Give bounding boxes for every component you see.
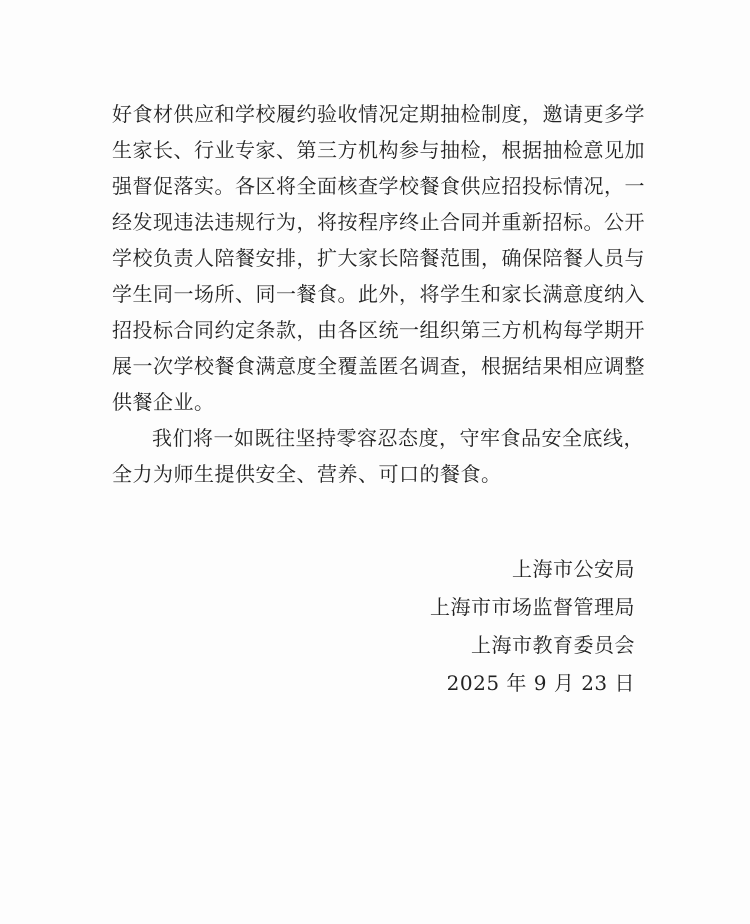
text-line: 供餐企业。	[112, 390, 215, 414]
text-line: 生家长、行业专家、第三方机构参与抽检，根据抽检意见加	[112, 138, 645, 162]
text-line: 学生同一场所、同一餐食。此外，将学生和家长满意度纳入	[112, 282, 645, 306]
signing-org-education: 上海市教育委员会	[471, 633, 635, 657]
text-line: 好食材供应和学校履约验收情况定期抽检制度，邀请更多学	[112, 102, 645, 126]
signing-org-market-regulation: 上海市市场监督管理局	[430, 595, 635, 619]
text-line: 招投标合同约定条款，由各区统一组织第三方机构每学期开	[112, 318, 645, 342]
signing-org-police: 上海市公安局	[512, 557, 635, 581]
text-line: 强督促落实。各区将全面核查学校餐食供应招投标情况，一	[112, 174, 645, 198]
document-body	[112, 96, 645, 492]
text-line: 我们将一如既往坚持零容忍态度，守牢食品安全底线，	[152, 426, 644, 450]
text-line: 学校负责人陪餐安排，扩大家长陪餐范围，确保陪餐人员与	[112, 246, 645, 270]
signature-block	[315, 550, 635, 702]
text-line: 全力为师生提供安全、营养、可口的餐食。	[112, 462, 502, 486]
paragraph-2	[112, 420, 642, 492]
document-date: 2025 年 9 月 23 日	[446, 671, 635, 695]
paragraph-1	[112, 96, 645, 420]
text-line: 经发现违法违规行为，将按程序终止合同并重新招标。公开	[112, 210, 645, 234]
text-line: 展一次学校餐食满意度全覆盖匿名调查，根据结果相应调整	[112, 354, 645, 378]
